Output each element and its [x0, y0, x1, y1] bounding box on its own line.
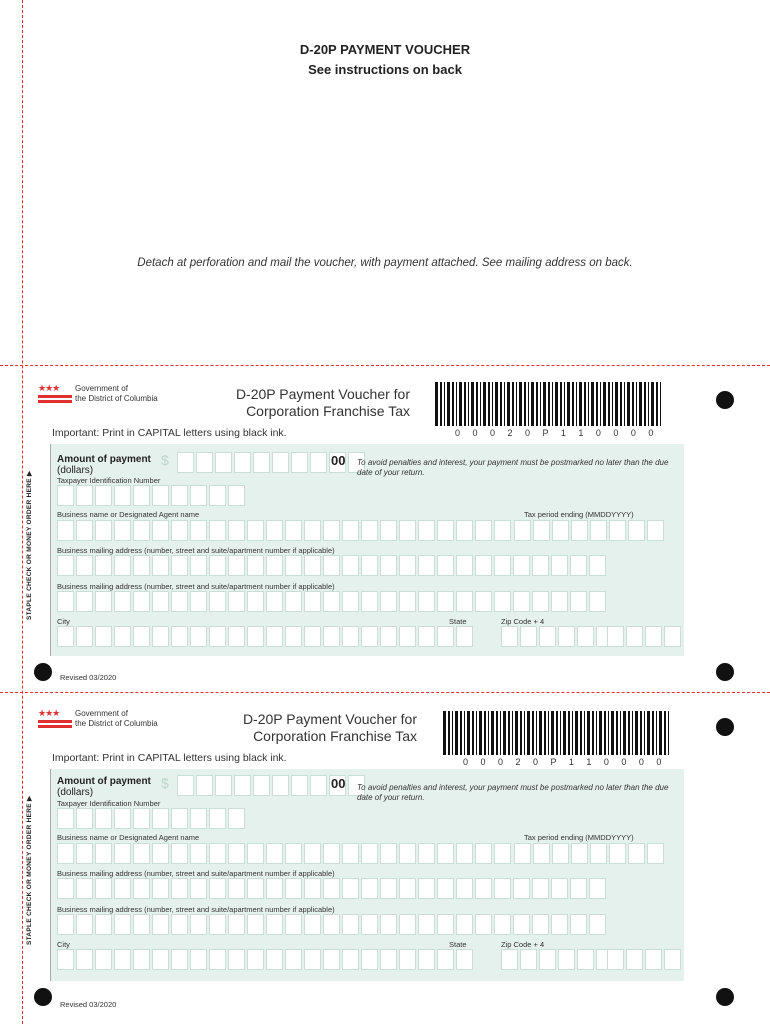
registration-dot: [34, 663, 52, 681]
address-label-1: Business mailing address (number, street and suite/apartment number if applicable): [57, 869, 335, 878]
dollar-sign: $: [161, 452, 169, 468]
tax-period-boxes[interactable]: [514, 843, 664, 864]
business-name-boxes[interactable]: [57, 843, 511, 864]
address-boxes-1[interactable]: [57, 555, 606, 576]
state-label: State: [449, 940, 467, 949]
registration-dot: [716, 988, 734, 1006]
important-note: Important: Print in CAPITAL letters using black ink.: [52, 427, 287, 439]
address-boxes-1[interactable]: [57, 878, 606, 899]
amount-label: Amount of payment (dollars): [57, 776, 151, 798]
form-panel: [50, 769, 684, 981]
staple-note: STAPLE CHECK OR MONEY ORDER HERE ▶: [26, 470, 33, 620]
zip-boxes[interactable]: [501, 626, 613, 647]
voucher-1: [0, 370, 770, 690]
subtitle-line: See instructions on back: [308, 62, 462, 77]
barcode: [443, 711, 671, 755]
registration-dot: [716, 663, 734, 681]
state-boxes[interactable]: [437, 949, 473, 970]
revised-date: Revised 03/2020: [60, 1000, 117, 1009]
barcode: [435, 382, 663, 426]
business-name-label: Business name or Designated Agent name: [57, 510, 200, 519]
penalty-note: To avoid penalties and interest, your payment must be postmarked no later than the due date of your return.: [357, 783, 669, 802]
registration-dot: [716, 718, 734, 736]
tax-period-boxes[interactable]: [514, 520, 664, 541]
zip4-boxes[interactable]: [607, 949, 681, 970]
zip-label: Zip Code + 4: [501, 940, 545, 949]
voucher-title: D-20P Payment Voucher for Corporation Franchise Tax: [242, 711, 417, 744]
dollar-sign: $: [161, 775, 169, 791]
registration-dot: [34, 988, 52, 1006]
tin-label: Taxpayer Identification Number: [57, 476, 161, 485]
amount-cents: 00: [331, 453, 346, 468]
important-note: Important: Print in CAPITAL letters using black ink.: [52, 752, 287, 764]
zip-label: Zip Code + 4: [501, 617, 545, 626]
address-label-1: Business mailing address (number, street and suite/apartment number if applicable): [57, 546, 335, 555]
amount-cents: 00: [331, 776, 346, 791]
tin-boxes[interactable]: [57, 485, 245, 506]
business-name-boxes[interactable]: [57, 520, 511, 541]
staple-note: STAPLE CHECK OR MONEY ORDER HERE ▶: [26, 795, 33, 945]
tin-boxes[interactable]: [57, 808, 245, 829]
address-boxes-2[interactable]: [57, 914, 606, 935]
zip-boxes[interactable]: [501, 949, 613, 970]
voucher-title: D-20P Payment Voucher for Corporation Franchise Tax: [235, 386, 410, 419]
barcode-digits: 0 0 0 2 0 P 1 1 0 0 0 0: [455, 428, 654, 438]
zip4-boxes[interactable]: [607, 626, 681, 647]
dc-flag-logo: ★★★: [38, 384, 78, 403]
amount-label: Amount of payment (dollars): [57, 454, 151, 476]
voucher-2: [0, 697, 770, 1017]
address-boxes-2[interactable]: [57, 591, 606, 612]
city-boxes[interactable]: [57, 949, 473, 970]
revised-date: Revised 03/2020: [60, 673, 117, 682]
address-label-2: Business mailing address (number, street and suite/apartment number if applicable): [57, 582, 335, 591]
state-label: State: [449, 617, 467, 626]
business-name-label: Business name or Designated Agent name: [57, 833, 200, 842]
registration-dot: [716, 391, 734, 409]
city-label: City: [57, 940, 70, 949]
barcode-digits: 0 0 0 2 0 P 1 1 0 0 0 0: [463, 757, 662, 767]
tax-period-label: Tax period ending (MMDDYYYY): [524, 833, 634, 842]
tax-period-label: Tax period ending (MMDDYYYY): [524, 510, 634, 519]
detach-instructions: Detach at perforation and mail the voucher, with payment attached. See mailing address on back.: [137, 257, 633, 269]
city-label: City: [57, 617, 70, 626]
page-title: [0, 40, 770, 80]
title-line: D-20P PAYMENT VOUCHER: [299, 42, 471, 57]
state-boxes[interactable]: [437, 626, 473, 647]
dc-flag-logo: ★★★: [38, 709, 78, 728]
gov-label: Government of the District of Columbia: [75, 709, 158, 728]
address-label-2: Business mailing address (number, street and suite/apartment number if applicable): [57, 905, 335, 914]
form-panel: [50, 444, 684, 656]
perforation-horizontal-2: [0, 692, 770, 693]
perforation-horizontal-1: [0, 365, 770, 366]
penalty-note: To avoid penalties and interest, your payment must be postmarked no later than the due date of your return.: [357, 458, 669, 477]
gov-label: Government of the District of Columbia: [75, 384, 158, 403]
city-boxes[interactable]: [57, 626, 473, 647]
tin-label: Taxpayer Identification Number: [57, 799, 161, 808]
